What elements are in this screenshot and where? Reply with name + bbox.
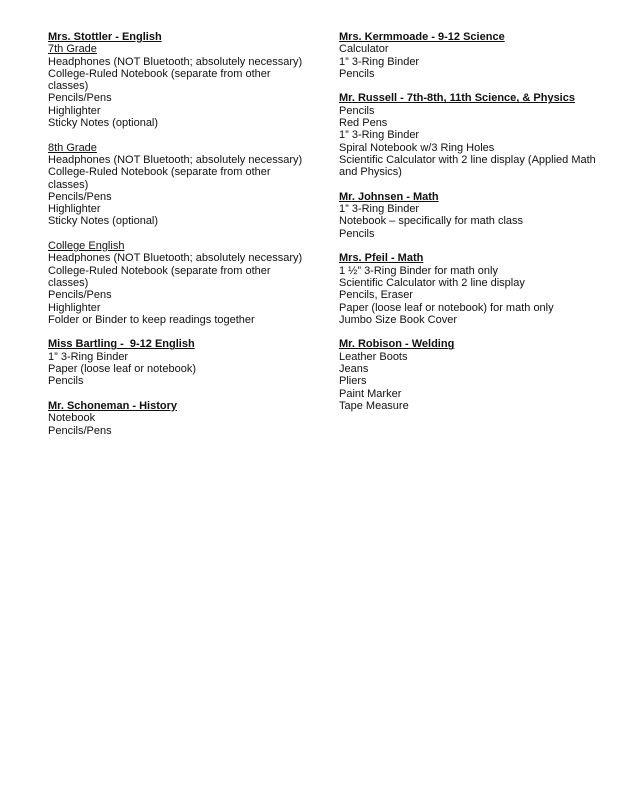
teacher-heading: Mr. Schoneman - History (48, 399, 177, 412)
supply-item: Headphones (NOT Bluetooth; absolutely necessary) (48, 252, 303, 265)
supply-item: Pencils/Pens (48, 289, 112, 302)
supply-item: Folder or Binder to keep readings together (48, 313, 255, 326)
supply-item: 1 ½” 3-Ring Binder for math only (339, 264, 498, 277)
teacher-section-mrs-kermmoade-9-12-science (339, 31, 601, 80)
supply-item: College-Ruled Notebook (separate from other classes) (48, 67, 271, 93)
supply-item: Notebook (48, 412, 96, 425)
teacher-section-mrs-pfeil-math (339, 252, 601, 326)
supply-item: Pliers (339, 375, 367, 388)
grade-subheading: College English (48, 240, 125, 253)
teacher-heading: Mrs. Kermmoade - 9-12 Science (339, 31, 505, 43)
supply-item: 1” 3-Ring Binder (339, 129, 420, 142)
supply-item: Headphones (NOT Bluetooth; absolutely necessary) (48, 153, 303, 166)
supply-item: Tape Measure (339, 399, 409, 412)
supply-item: College-Ruled Notebook (separate from other classes) (48, 264, 271, 289)
teacher-heading: Mr. Johnsen - Math (339, 190, 439, 203)
grade-group-8th-grade (48, 142, 310, 228)
supply-item: College-Ruled Notebook (separate from other classes) (48, 166, 271, 191)
supply-item: Sticky Notes (optional) (48, 215, 159, 228)
teacher-heading: Miss Bartling - 9-12 English (48, 338, 195, 351)
supply-item: Jeans (339, 363, 369, 376)
supply-item: Pencils/Pens (48, 92, 112, 105)
supply-item: Pencils (339, 67, 375, 80)
supply-item: Scientific Calculator with 2 line display (Applied Math and Physics) (339, 153, 596, 179)
supply-item: Sticky Notes (optional) (48, 117, 159, 130)
supply-item: Pencils/Pens (48, 190, 112, 203)
teacher-heading: Mrs. Stottler - English (48, 31, 162, 43)
supply-item: Scientific Calculator with 2 line display (339, 276, 525, 289)
supply-item: Paper (loose leaf or notebook) (48, 363, 196, 376)
supply-item: 1” 3-Ring Binder (339, 55, 420, 68)
teacher-section-mr-robison-welding (339, 338, 601, 412)
grade-group-college-english (48, 240, 310, 326)
grade-subheading: 8th Grade (48, 141, 97, 154)
supply-item: Spiral Notebook w/3 Ring Holes (339, 141, 495, 154)
supply-item: Highlighter (48, 104, 101, 117)
supply-item: Pencils/Pens (48, 424, 112, 437)
teacher-heading: Mr. Robison - Welding (339, 338, 455, 351)
right-column (339, 31, 601, 425)
supply-item: Notebook – specifically for math class (339, 215, 524, 228)
supply-item: Leather Boots (339, 350, 408, 363)
teacher-heading: Mr. Russell - 7th-8th, 11th Science, & Physics (339, 92, 575, 105)
supply-item: Highlighter (48, 301, 101, 314)
supply-item: Paper (loose leaf or notebook) for math only (339, 301, 554, 314)
teacher-section-mr-schoneman-history (48, 400, 310, 437)
teacher-heading: Mrs. Pfeil - Math (339, 252, 424, 265)
supply-item: Calculator (339, 43, 389, 56)
teacher-section-mrs-stottler-english (48, 31, 310, 326)
supply-item: 1” 3-Ring Binder (339, 203, 420, 216)
supply-item: 1” 3-Ring Binder (48, 350, 129, 363)
teacher-section-mr-johnsen-math (339, 191, 601, 240)
supply-item: Paint Marker (339, 387, 402, 400)
teacher-section-mr-russell-7th-8th-11th-science-physics (339, 92, 601, 178)
supply-item: Highlighter (48, 203, 101, 216)
supply-item: Headphones (NOT Bluetooth; absolutely necessary) (48, 55, 303, 68)
supply-item: Pencils, Eraser (339, 289, 413, 302)
supply-item: Pencils (339, 227, 375, 240)
supply-item: Pencils (48, 375, 84, 388)
teacher-section-miss-bartling-9-12-english (48, 338, 310, 387)
supply-item: Red Pens (339, 117, 388, 130)
left-column (48, 31, 310, 449)
grade-subheading: 7th Grade (48, 43, 97, 56)
supply-item: Pencils (339, 104, 375, 117)
grade-group-7th-grade (48, 43, 310, 129)
supply-item: Jumbo Size Book Cover (339, 313, 457, 326)
